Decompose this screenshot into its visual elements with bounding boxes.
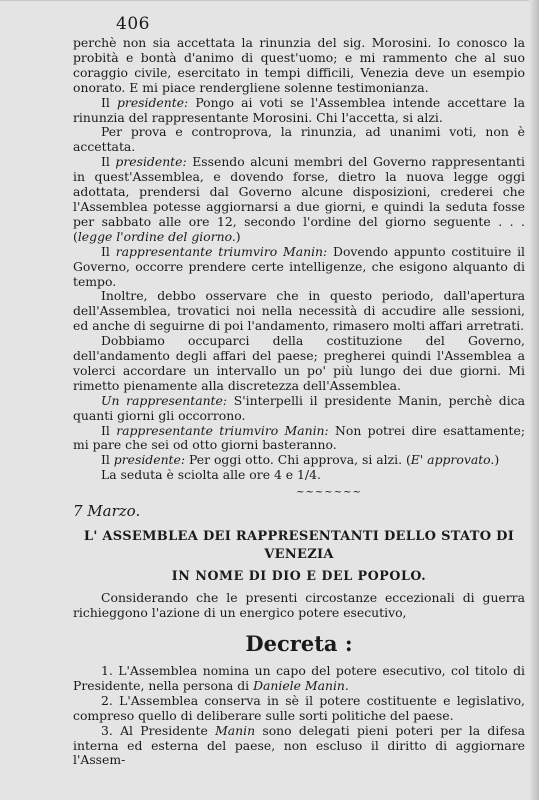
decree-article-2	[73, 694, 525, 724]
page-edge	[0, 0, 539, 1]
speaker-name: presidente:	[115, 154, 187, 170]
speech-text: Pongo ai voti se l'Assemblea intende accettare la rinunzia del rappresentante Morosini. Chi l'accetta, si alzi.	[73, 94, 525, 125]
page-gutter-shadow	[529, 0, 539, 800]
paragraph-11: La seduta è sciolta alle ore 4 e 1/4.	[101, 467, 321, 483]
stage-direction: legge l'ordine del giorno.	[77, 228, 236, 244]
speech-text: S'interpelli il presidente Manin, perchè dica quanti giorni gli occorrono.	[73, 392, 525, 423]
speaker-name: presidente:	[116, 94, 189, 110]
speaker-name: rappresentante triumviro Manin:	[116, 422, 329, 438]
speaker-name: rappresentante triumviro Manin:	[115, 243, 328, 259]
section-date: 7 Marzo.	[73, 502, 141, 521]
paragraph-1: perchè non sia accettata la rinunzia del sig. Morosini. Io conosco la probità e bontà d'animo di quest'uomo; e mi rammento che al suo coraggio civile, esercitato in tempi difficili, Venezia deve un esempio onorato. E mi piace rendergliene solenne testimonianza.	[73, 35, 525, 95]
decree-subheading: IN NOME DI DIO E DEL POPOLO.	[171, 568, 427, 584]
speaker-prefix: Il	[101, 94, 117, 110]
speech-text: Essendo alcuni membri del Governo rappresentanti in quest'Assemblea, e dovendo forse, dietro la nuova legge oggi adottata, prendersi dal Governo alcune disposizioni, crederei che l'Assemblea potesse aggiornarsi a due giorni, e quindi la seduta fosse per sabbato alle ore 12, secondo l'ordine del giorno seguente . . . (	[73, 154, 525, 244]
paragraph-9	[73, 424, 525, 454]
speaker-name: presidente:	[113, 452, 186, 468]
speech-text: Dovendo appunto costituire il Governo, occorre prendere certe intelligenze, che esigono alquanto di tempo.	[73, 243, 526, 289]
decree-preamble: Considerando che le presenti circostanze eccezionali di guerra richieggono l'azione di un energico potere esecutivo,	[73, 590, 525, 621]
paragraph-4	[73, 155, 525, 244]
speaker-prefix: Il	[101, 243, 116, 259]
speech-text: Per oggi otto. Chi approva, si alzi. (	[185, 452, 411, 468]
paragraph-3: Per prova e controprova, la rinunzia, ad unanimi voti, non è accettata.	[73, 124, 525, 155]
paragraph-8	[73, 394, 525, 424]
paragraph-6: Inoltre, debbo osservare che in questo periodo, dall'apertura dell'Assemblea, trovatici noi nella necessità di accudire alle sessioni, ed anche di seguirne di poi l'andamento, rimasero molti affari arretrati.	[73, 288, 525, 334]
decreta-heading: Decreta :	[245, 631, 353, 656]
decree-heading: L' ASSEMBLEA DEI RAPPRESENTANTI DELLO STATO DI VENEZIA	[83, 529, 515, 563]
speaker-prefix: Il	[101, 452, 114, 468]
minutes-text	[73, 36, 525, 483]
article-text-end: .	[344, 677, 349, 693]
speech-text: Non potrei dire esattamente; mi pare che sei od otto giorni basteranno.	[73, 422, 526, 453]
stage-direction: E' approvato.	[410, 452, 495, 468]
stage-direction-close: )	[235, 228, 241, 244]
paragraph-7: Dobbiamo occuparci della costituzione del Governo, dell'andamento degli affari del paese; pregherei quindi l'Assemblea a volerci accordare un intervallo un po' più lungo dei due giorni. Mi rimetto pienamente alla discretezza dell'Assemblea.	[73, 333, 525, 393]
section-separator: ~~~~~~~	[296, 487, 362, 499]
article-name: Manin	[215, 722, 256, 738]
article-text: 3. Al Presidente	[101, 722, 216, 738]
decree-article-3	[73, 724, 525, 769]
paragraph-2	[73, 96, 525, 126]
paragraph-10	[73, 453, 525, 468]
article-text-end: sono delegati pieni poteri per la difesa interna ed esterna del paese, non escluso il diritto di aggiornare l'Assem-	[73, 722, 525, 768]
speaker-name: Un rappresentante:	[101, 392, 228, 408]
paragraph-5	[73, 245, 525, 290]
page-number: 406	[116, 14, 150, 34]
decree-article-1	[73, 664, 525, 694]
speaker-prefix: Il	[101, 154, 116, 170]
decree-body	[73, 591, 525, 768]
speaker-prefix: Il	[101, 422, 117, 438]
stage-direction-close: )	[494, 452, 500, 468]
article-name: Daniele Manin	[253, 677, 345, 693]
article-text: 2. L'Assemblea conserva in sè il potere costituente e legislativo, compreso quello di deliberare sulle sorti politiche del paese.	[73, 692, 525, 723]
article-text: 1. L'Assemblea nomina un capo del potere esecutivo, col titolo di Presidente, nella persona di	[73, 663, 525, 693]
